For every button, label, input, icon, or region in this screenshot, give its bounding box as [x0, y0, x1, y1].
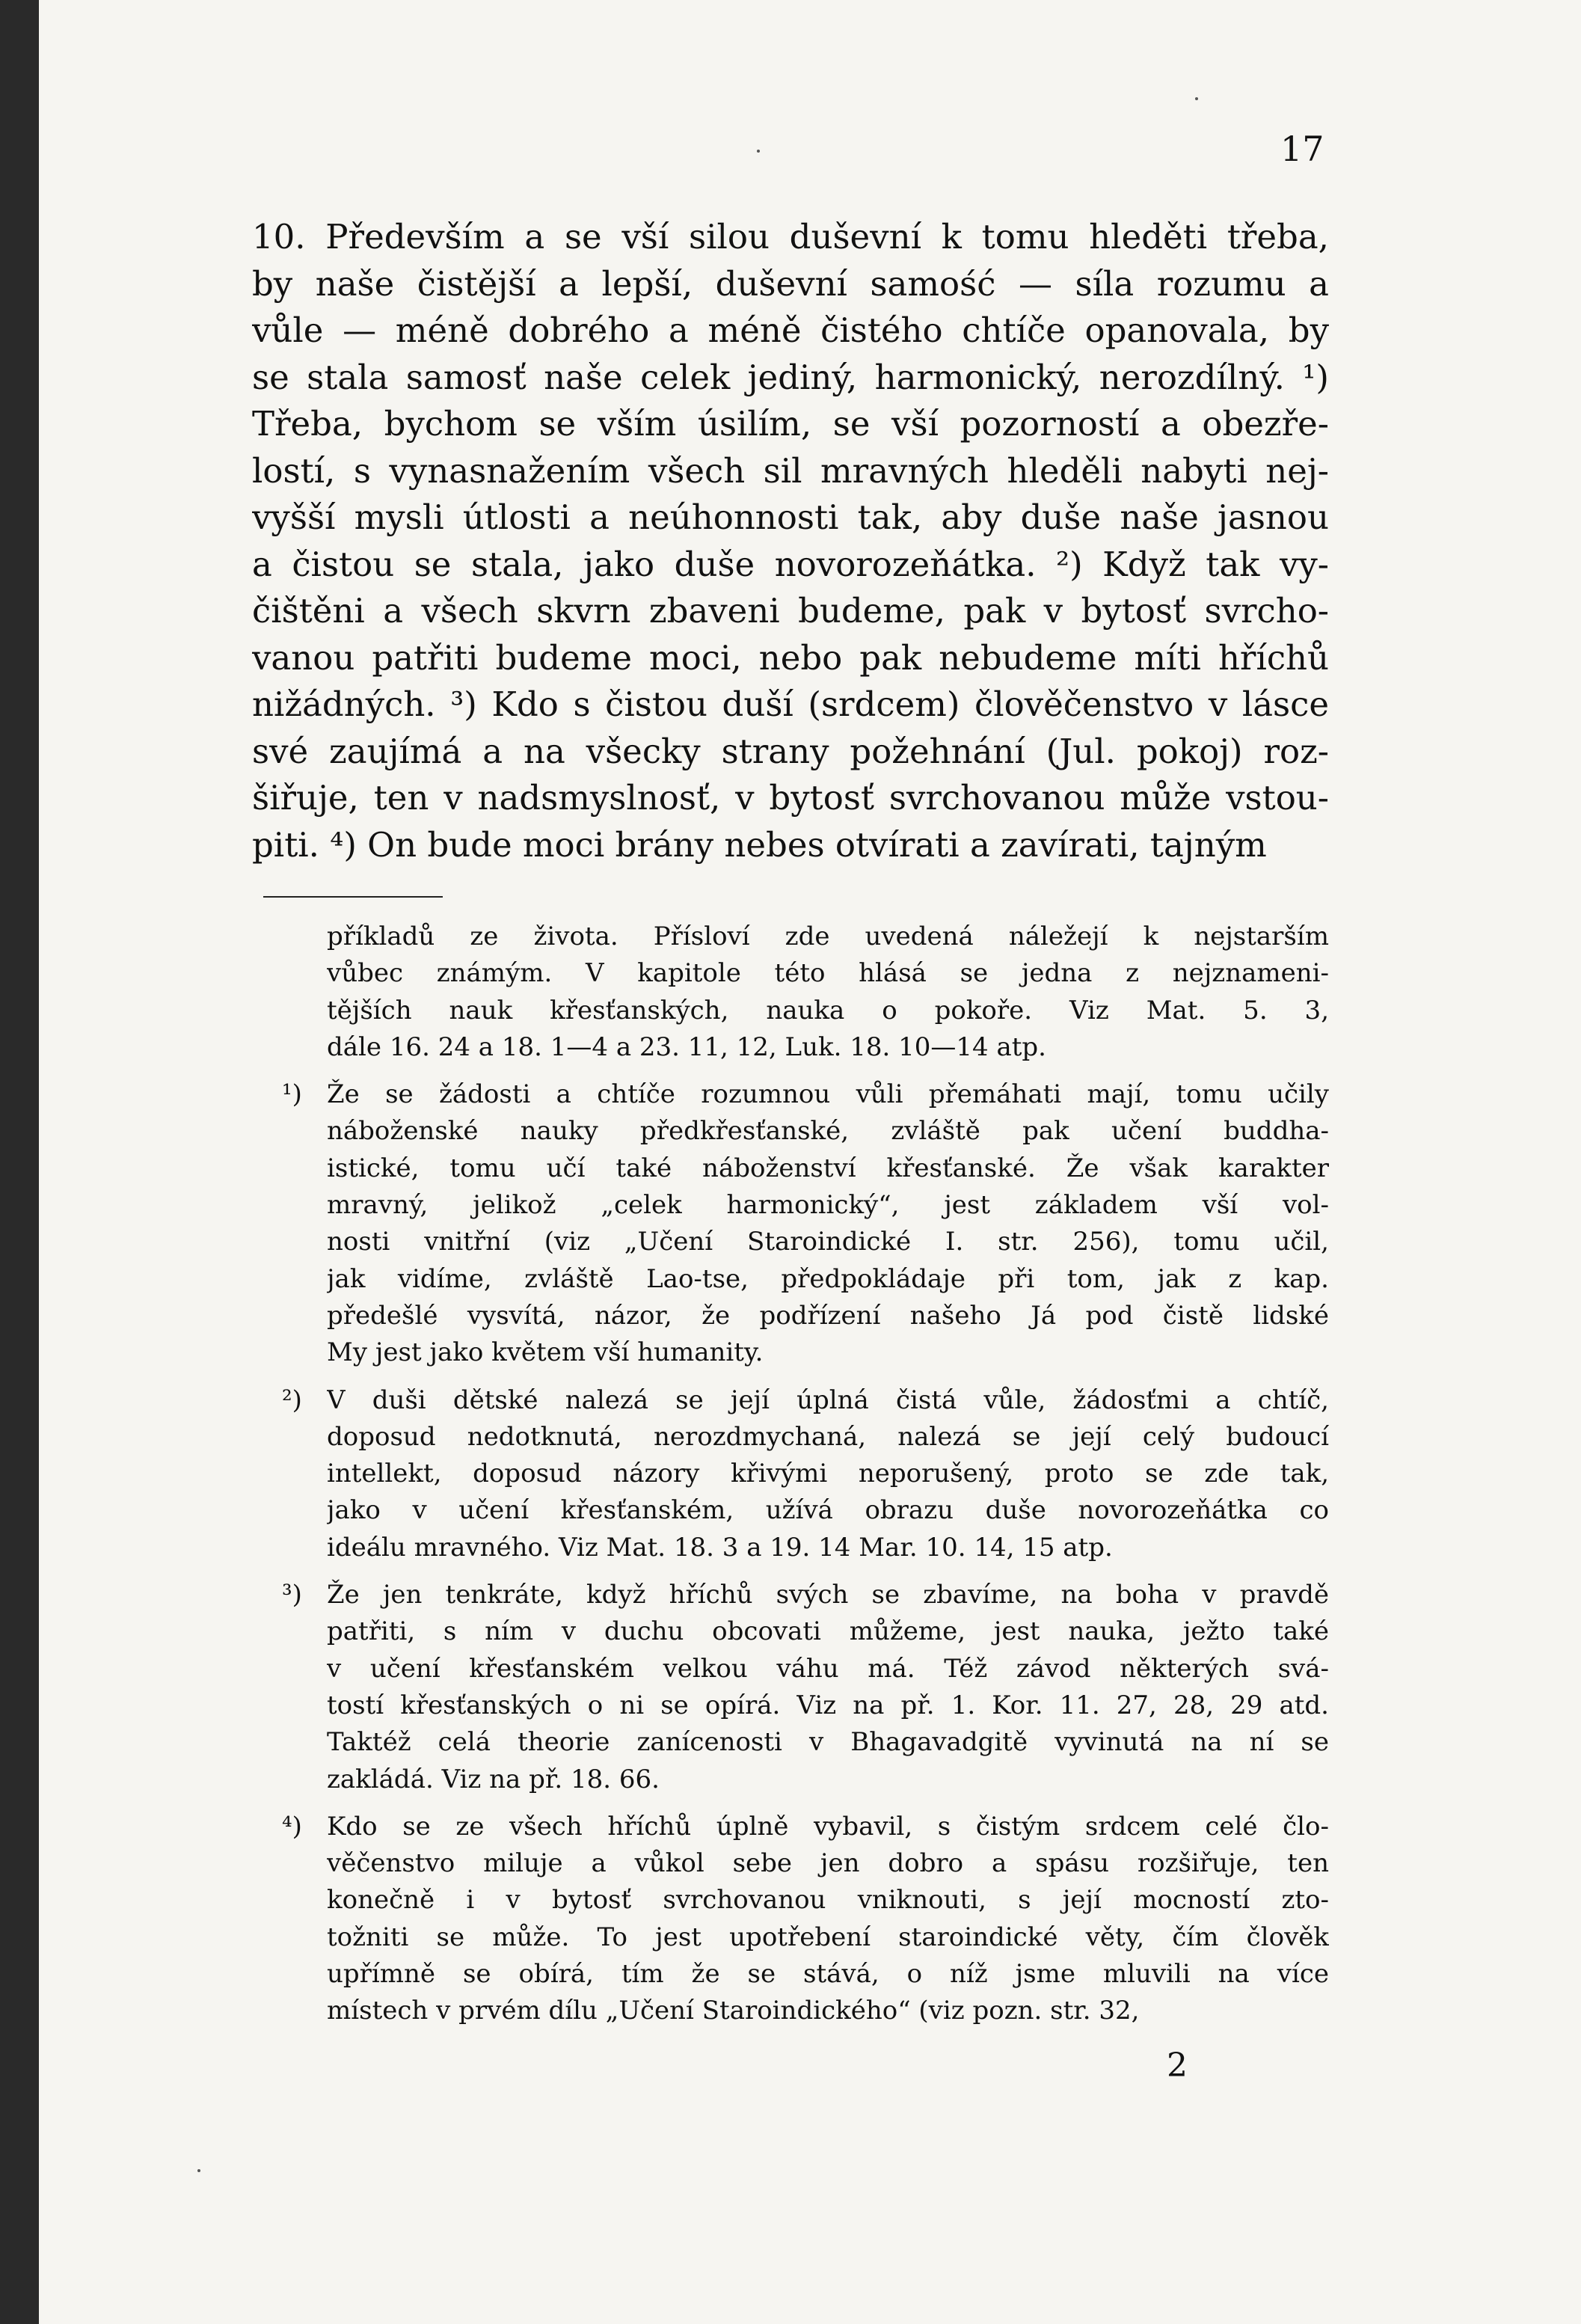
footnote-line: tostí křesťanských o ni se opírá. Viz na př. 1. Kor. 11. 27, 28, 29 atd. — [327, 1690, 1329, 1720]
footnote-line: upřímně se obírá, tím že se stává, o níž jsme mluvili na více — [327, 1959, 1329, 1990]
text-line: se stala samosť naše celek jediný, harmonický, nerozdílný. ¹) — [252, 357, 1329, 397]
footnote-line: předešlé vysvítá, názor, že podřízení našeho Já pod čistě lidské — [327, 1300, 1329, 1331]
footnote-line: Kdo se ze všech hříchů úplně vybavil, s čistým srdcem celé člo- — [327, 1811, 1329, 1842]
main-text — [252, 214, 1329, 868]
book-page — [39, 0, 1581, 2324]
footnote-continuation — [327, 919, 1329, 1066]
footnote-separator — [263, 896, 443, 898]
text-line: lostí, s vynasnažením všech sil mravných hleděli nabyti nej- — [252, 450, 1329, 491]
footnote-marker: ²) — [282, 1385, 302, 1415]
text-line: nižádných. ³) Kdo s čistou duší (srdcem) člověčenstvo v lásce — [252, 684, 1329, 724]
footnote-1 — [282, 1076, 1329, 1371]
footnote-line: jak vidíme, zvláště Lao-tse, předpokládaje při tom, jak z kap. — [327, 1263, 1329, 1294]
text-line: vanou patřiti budeme moci, nebo pak nebudeme míti hříchů — [252, 637, 1329, 678]
footnote-line: věčenstvo miluje a vůkol sebe jen dobro a spásu rozšiřuje, ten — [327, 1848, 1329, 1879]
footnote-line: jako v učení křesťanském, užívá obrazu duše novorozeňátka co — [327, 1495, 1329, 1526]
footnote-marker: ⁴) — [282, 1811, 302, 1842]
footnote-line: vůbec známým. V kapitole této hlásá se jedna z nejznameni- — [327, 958, 1329, 989]
footnote-line: ideálu mravného. Viz Mat. 18. 3 a 19. 14 Mar. 10. 14, 15 atp. — [327, 1532, 1113, 1563]
footnote-line: tožniti se může. To jest upotřebení staroindické věty, čím člověk — [327, 1922, 1329, 1952]
footnote-marker: ¹) — [282, 1079, 302, 1110]
speck — [1195, 97, 1198, 100]
text-line: vyšší mysli útlosti a neúhonnosti tak, aby duše naše jasnou — [252, 497, 1329, 537]
footnote-line: v učení křesťanském velkou váhu má. Též závod některých svá- — [327, 1653, 1329, 1684]
text-line: své zaujímá a na všecky strany požehnání (Jul. pokoj) roz- — [252, 731, 1329, 771]
footnote-line: místech v prvém dílu „Učení Staroindického“ (viz pozn. str. 32, — [327, 1996, 1140, 2026]
footnote-line: istické, tomu učí také náboženství křesťanské. Že však karakter — [327, 1153, 1329, 1183]
text-line: by naše čistější a lepší, duševní samość — síla rozumu a — [252, 263, 1329, 304]
text-line: piti. ⁴) On bude moci brány nebes otvírati a zavírati, tajným — [252, 824, 1267, 865]
footnote-line: tějších nauk křesťanských, nauka o pokoře. Viz Mat. 5. 3, — [327, 995, 1329, 1025]
text-line: čištěni a všech skvrn zbaveni budeme, pak v bytosť svrcho- — [252, 591, 1329, 631]
speck — [197, 2169, 200, 2172]
text-line: šiřuje, ten v nadsmyslnosť, v bytosť svrchovanou může vstou- — [252, 778, 1329, 818]
text-line: Třeba, bychom se vším úsilím, se vší pozorností a obezře- — [252, 404, 1329, 444]
footnote-line: Taktéž celá theorie zanícenosti v Bhagavadgitě vyvinutá na ní se — [327, 1727, 1329, 1758]
footnote-line: náboženské nauky předkřesťanské, zvláště pak učení buddha- — [327, 1116, 1329, 1147]
footnote-line: patřiti, s ním v duchu obcovati můžeme, jest nauka, ježto také — [327, 1616, 1329, 1647]
signature-mark: 2 — [1167, 2046, 1188, 2085]
footnote-line: mravný, jelikož „celek harmonický“, jest základem vší vol- — [327, 1190, 1329, 1221]
text-line: 10. Především a se vší silou duševní k tomu hleděti třeba, — [252, 217, 1329, 257]
footnote-line: nosti vnitřní (viz „Učení Staroindické I. str. 256), tomu učil, — [327, 1227, 1329, 1257]
footnote-line: doposud nedotknutá, nerozdmychaná, nalezá se její celý budoucí — [327, 1421, 1329, 1452]
speck — [757, 150, 760, 153]
footnote-line: V duši dětské nalezá se její úplná čistá vůle, žádosťmi a chtíč, — [327, 1385, 1329, 1415]
footnote-line: konečně i v bytosť svrchovanou vniknouti, s její mocností zto- — [327, 1885, 1329, 1916]
text-line: a čistou se stala, jako duše novorozeňátka. ²) Když tak vy- — [252, 544, 1329, 584]
text-line: vůle — méně dobrého a méně čistého chtíče opanovala, by — [252, 310, 1329, 350]
footnote-marker: ³) — [282, 1580, 302, 1610]
footnote-line: dále 16. 24 a 18. 1—4 a 23. 11, 12, Luk. 18. 10—14 atp. — [327, 1031, 1046, 1062]
footnote-line: Že jen tenkráte, když hříchů svých se zbavíme, na boha v pravdě — [327, 1580, 1329, 1610]
footnote-line: Že se žádosti a chtíče rozumnou vůli přemáhati mají, tomu učily — [327, 1079, 1329, 1110]
footnote-3 — [282, 1577, 1329, 1798]
footnote-line: My jest jako květem vší humanity. — [327, 1337, 764, 1368]
footnotes — [282, 919, 1329, 2041]
page-number: 17 — [1280, 129, 1324, 169]
footnote-line: zakládá. Viz na př. 18. 66. — [327, 1764, 660, 1794]
footnote-4 — [282, 1809, 1329, 2030]
footnote-2 — [282, 1382, 1329, 1566]
footnote-line: příkladů ze života. Přísloví zde uvedená náležejí k nejstarším — [327, 922, 1329, 951]
footnote-line: intellekt, doposud názory křivými neporušený, proto se zde tak, — [327, 1459, 1329, 1489]
